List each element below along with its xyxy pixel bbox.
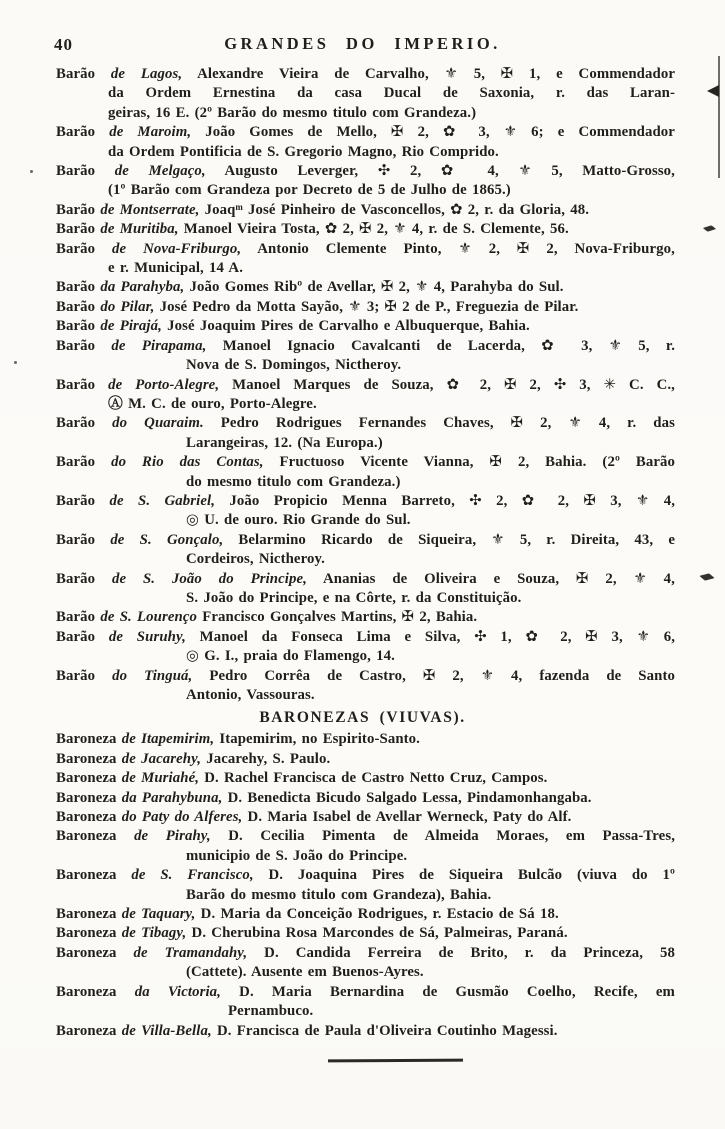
entry-title: de Muriahé, bbox=[121, 770, 200, 787]
entry-title: do Rio das Contas, bbox=[111, 454, 264, 471]
entry-text: Francisco Gonçalves Martins, ✠ 2, Bahia. bbox=[197, 609, 478, 626]
scan-artifact-vertical-line bbox=[718, 56, 720, 178]
entry-title: de Tibagy, bbox=[121, 925, 187, 942]
entry bbox=[56, 808, 675, 827]
entry-text: José Joaquim Pires de Carvalho e Albuquerque, Bahia. bbox=[161, 318, 530, 335]
entry-title: de Jacarehy, bbox=[121, 750, 202, 767]
entry bbox=[56, 983, 675, 1022]
entry-title: de Montserrate, bbox=[100, 201, 200, 218]
entry bbox=[56, 750, 675, 769]
entry-leader: Baroneza bbox=[56, 828, 135, 845]
entry bbox=[56, 789, 675, 808]
entry-title: de Lagos, bbox=[110, 66, 183, 82]
entry-leader: Baroneza bbox=[56, 983, 135, 1000]
entry-text: Itapemirim, no Espirito-Santo. bbox=[214, 731, 420, 748]
entry-leader: Barão bbox=[56, 570, 112, 587]
entry-leader: Baroneza bbox=[56, 867, 132, 884]
entry-first-line bbox=[56, 162, 675, 181]
entry-first-line bbox=[56, 1022, 675, 1041]
entry-text: Antonio Clemente Pinto, ⚜ 2, ✠ 2, Nova-Friburgo, bbox=[241, 240, 675, 257]
entry-leader: Barão bbox=[56, 454, 112, 471]
entry-title: de S. Gonçalo, bbox=[110, 531, 224, 548]
entry-title: de Taquary, bbox=[121, 906, 196, 923]
entry bbox=[56, 492, 675, 531]
entry bbox=[56, 730, 675, 749]
entry-leader: Barão bbox=[56, 124, 110, 141]
entry-text: José Pedro da Motta Sayão, ⚜ 3; ✠ 2 de P., Freguezia de Pilar. bbox=[154, 298, 579, 315]
entry-text: Augusto Leverger, ✣ 2, ✿ 4, ⚜ 5, Matto-Grosso, bbox=[205, 163, 675, 180]
entry-first-line bbox=[56, 317, 675, 336]
entry bbox=[56, 570, 675, 609]
entry-leader: Baroneza bbox=[56, 770, 122, 787]
entry-continuation-line: da Ordem Pontificia de S. Gregorio Magno, Rio Comprido. bbox=[108, 143, 499, 160]
entry-text: João Propicio Menna Barreto, ✣ 2, ✿ 2, ✠ 3, ⚜ 4, bbox=[215, 492, 675, 509]
end-of-section-rule bbox=[328, 1059, 463, 1062]
scan-artifact-speck bbox=[30, 170, 33, 173]
entry bbox=[56, 162, 675, 201]
entry-first-line bbox=[56, 730, 675, 749]
entry-leader: Barão bbox=[56, 279, 101, 296]
entry-continuation-line: (1º Barão com Grandeza por Decreto de 5 de Julho de 1865.) bbox=[108, 182, 511, 199]
entry-continuation-line: Antonio, Vassouras. bbox=[186, 687, 315, 703]
entry-first-line bbox=[56, 65, 675, 84]
entry-first-line bbox=[56, 278, 675, 297]
entry-leader: Barão bbox=[56, 201, 101, 218]
entry bbox=[56, 1022, 675, 1041]
entry-first-line bbox=[56, 414, 675, 433]
entry bbox=[56, 298, 675, 317]
entry-continuation-line: e r. Municipal, 14 A. bbox=[108, 260, 243, 277]
entry bbox=[56, 628, 675, 667]
entry bbox=[56, 531, 675, 570]
entry-continuation-line: ◎ G. I., praia do Flamengo, 14. bbox=[186, 648, 395, 665]
entry-text: D. Benedicta Bicudo Salgado Lessa, Pindamonhangaba. bbox=[222, 789, 592, 806]
barons-section bbox=[0, 65, 725, 705]
entry-leader: Barão bbox=[56, 318, 101, 335]
entry bbox=[56, 278, 675, 297]
entry-text: D. Maria da Conceição Rodrigues, r. Estacio de Sá 18. bbox=[195, 906, 559, 923]
entry-leader: Barão bbox=[56, 492, 110, 509]
entry-first-line bbox=[56, 298, 675, 317]
entry bbox=[56, 414, 675, 453]
entry-text: João Gomes de Mello, ✠ 2, ✿ 3, ⚜ 6; e Commendador bbox=[191, 124, 675, 141]
entry-leader: Barão bbox=[56, 376, 109, 393]
entry-text: D. Francisca de Paula d'Oliveira Coutinho Magessi. bbox=[211, 1022, 558, 1039]
entry-text: Pedro Corrêa de Castro, ✠ 2, ⚜ 4, fazenda de Santo bbox=[192, 667, 675, 684]
entry-first-line bbox=[56, 608, 675, 627]
entry-continuation-line: Ⓐ M. C. de ouro, Porto-Alegre. bbox=[108, 395, 317, 412]
entry-continuation-line: geiras, 16 E. (2º Barão do mesmo titulo com Grandeza.) bbox=[108, 104, 477, 121]
entry-first-line bbox=[56, 944, 675, 963]
entry bbox=[56, 220, 675, 239]
baronezas-section bbox=[0, 730, 725, 1041]
entry-first-line bbox=[56, 667, 675, 686]
entry-text: Belarmino Ricardo de Siqueira, ⚜ 5, r. Direita, 43, e bbox=[223, 531, 675, 548]
entry-continuation-line: municipio de S. João do Principe. bbox=[186, 847, 408, 864]
entry-first-line bbox=[56, 376, 675, 395]
entry-leader: Baroneza bbox=[56, 731, 122, 748]
running-title: GRANDES DO IMPERIO. bbox=[224, 34, 501, 53]
entry-text: Manoel Ignacio Cavalcanti de Lacerda, ✿ 3, ⚜ 5, r. bbox=[206, 337, 675, 354]
entry-leader: Baroneza bbox=[56, 809, 122, 826]
entry-first-line bbox=[56, 769, 675, 788]
entry-title: de Pirapama, bbox=[111, 337, 207, 354]
entry-first-line bbox=[56, 220, 675, 239]
entry-title: do Tinguá, bbox=[112, 667, 193, 684]
entry-leader: Barão bbox=[56, 66, 111, 82]
entry-leader: Baroneza bbox=[56, 750, 122, 767]
entry-first-line bbox=[56, 453, 675, 472]
entry-title: de Villa-Bella, bbox=[121, 1022, 212, 1039]
entry-continuation-line: Larangeiras, 12. (Na Europa.) bbox=[186, 434, 383, 451]
entry-text: D. Maria Bernardina de Gusmão Coelho, Recife, em bbox=[220, 983, 675, 1000]
entry-leader: Barão bbox=[56, 628, 109, 645]
entry-title: de S. Lourenço bbox=[100, 609, 198, 626]
entry bbox=[56, 608, 675, 627]
running-head bbox=[0, 34, 725, 56]
entry bbox=[56, 827, 675, 866]
entry-continuation-line: Pernambuco. bbox=[228, 1003, 314, 1020]
entry-first-line bbox=[56, 628, 675, 647]
entry-text: Manoel Vieira Tosta, ✿ 2, ✠ 2, ⚜ 4, r. de S. Clemente, 56. bbox=[178, 221, 569, 238]
entry-leader: Baroneza bbox=[56, 1022, 122, 1039]
entry-title: de S. João do Principe, bbox=[111, 570, 307, 587]
entry-text: Jacarehy, S. Paulo. bbox=[201, 750, 331, 767]
entry-title: de Porto-Alegre, bbox=[108, 376, 220, 393]
entry bbox=[56, 866, 675, 905]
entry-text: Joaqᵐ José Pinheiro de Vasconcellos, ✿ 2, r. da Gloria, 48. bbox=[199, 201, 590, 218]
entry-first-line bbox=[56, 201, 675, 220]
entry bbox=[56, 905, 675, 924]
entry-title: de S. Gabriel, bbox=[109, 492, 216, 509]
entry-first-line bbox=[56, 750, 675, 769]
entry-leader: Barão bbox=[56, 337, 112, 354]
entry-first-line bbox=[56, 827, 675, 846]
entry-title: da Victoria, bbox=[134, 983, 221, 1000]
entry bbox=[56, 240, 675, 279]
entry-continuation-line: Barão do mesmo titulo com Grandeza), Bahia. bbox=[186, 886, 492, 903]
entry-text: D. Cecilia Pimenta de Almeida Moraes, em Passa-Tres, bbox=[210, 828, 675, 845]
entry-title: de Suruhy, bbox=[108, 628, 186, 645]
entry-continuation-line: ◎ U. de ouro. Rio Grande do Sul. bbox=[186, 512, 411, 529]
entry-continuation-line: Cordeiros, Nictheroy. bbox=[186, 551, 325, 568]
entry-title: de Melgaço, bbox=[114, 163, 206, 180]
entry-first-line bbox=[56, 570, 675, 589]
entry-first-line bbox=[56, 531, 675, 550]
entry bbox=[56, 924, 675, 943]
entry-continuation-line: S. João do Principe, e na Côrte, r. da Constituição. bbox=[186, 589, 522, 606]
entry bbox=[56, 317, 675, 336]
page-number: 40 bbox=[54, 35, 73, 54]
entry-first-line bbox=[56, 905, 675, 924]
entry-leader: Barão bbox=[56, 609, 101, 626]
entry-title: de Pirajá, bbox=[100, 318, 162, 335]
entry-first-line bbox=[56, 123, 675, 142]
entry-text: Fructuoso Vicente Vianna, ✠ 2, Bahia. (2º Barão bbox=[263, 454, 675, 471]
entry bbox=[56, 65, 675, 123]
entry-text: Ananias de Oliveira e Souza, ✠ 2, ⚜ 4, bbox=[306, 570, 675, 587]
scan-artifact-speck bbox=[14, 361, 17, 364]
entry-continuation-line: do mesmo titulo com Grandeza.) bbox=[186, 473, 401, 490]
entry-leader: Baroneza bbox=[56, 906, 122, 923]
entry bbox=[56, 769, 675, 788]
entry-leader: Barão bbox=[56, 298, 101, 315]
entry-title: de S. Francisco, bbox=[131, 867, 254, 884]
entry-leader: Barão bbox=[56, 221, 101, 238]
entry-leader: Barão bbox=[56, 415, 113, 432]
entry-leader: Barão bbox=[56, 163, 115, 180]
entry-title: de Pirahy, bbox=[134, 828, 211, 845]
entry-leader: Barão bbox=[56, 531, 111, 548]
entry-text: D. Joaquina Pires de Siqueira Bulcão (viuva do 1º bbox=[253, 867, 675, 884]
entry bbox=[56, 123, 675, 162]
entry-leader: Barão bbox=[56, 667, 113, 684]
entry-first-line bbox=[56, 789, 675, 808]
entry-text: João Gomes Ribº de Avellar, ✠ 2, ⚜ 4, Parahyba do Sul. bbox=[184, 279, 564, 296]
entry bbox=[56, 337, 675, 376]
entry-text: Pedro Rodrigues Fernandes Chaves, ✠ 2, ⚜ 4, r. das bbox=[203, 415, 675, 432]
entry-first-line bbox=[56, 337, 675, 356]
entry-leader: Baroneza bbox=[56, 944, 134, 961]
entry-continuation-line: Nova de S. Domingos, Nictheroy. bbox=[186, 357, 402, 374]
entry-first-line bbox=[56, 866, 675, 885]
entry bbox=[56, 944, 675, 983]
entry-title: da Parahyba, bbox=[100, 279, 185, 296]
entry-text: D. Maria Isabel de Avellar Werneck, Paty do Alf. bbox=[242, 809, 572, 826]
entry-continuation-line: da Ordem Ernestina da casa Ducal de Saxonia, r. das Laran- bbox=[108, 85, 675, 102]
entry-title: de Itapemirim, bbox=[121, 731, 215, 748]
entry-text: Manoel da Fonseca Lima e Silva, ✣ 1, ✿ 2, ✠ 3, ⚜ 6, bbox=[185, 628, 675, 645]
entry-text: D. Candida Ferreira de Brito, r. da Princeza, 58 bbox=[247, 944, 675, 961]
entry bbox=[56, 201, 675, 220]
entry-first-line bbox=[56, 240, 675, 259]
entry-first-line bbox=[56, 808, 675, 827]
entry bbox=[56, 667, 675, 706]
entry-first-line bbox=[56, 924, 675, 943]
entry-title: de Nova-Friburgo, bbox=[112, 240, 242, 257]
entry-continuation-line: (Cattete). Ausente em Buenos-Ayres. bbox=[186, 964, 424, 981]
scan-artifact-arrow-mark bbox=[707, 85, 719, 97]
entry-text: D. Cherubina Rosa Marcondes de Sá, Palmeiras, Paraná. bbox=[186, 925, 568, 942]
entry-text: D. Rachel Francisca de Castro Netto Cruz, Campos. bbox=[199, 770, 548, 787]
baronezas-heading: BARONEZAS (VIUVAS). bbox=[259, 709, 466, 727]
entry-title: de Maroim, bbox=[109, 124, 192, 141]
entry-title: do Paty do Alferes, bbox=[121, 809, 243, 826]
entry-first-line bbox=[56, 492, 675, 511]
entry-title: do Pilar, bbox=[100, 298, 155, 315]
entry-text: Alexandre Vieira de Carvalho, ⚜ 5, ✠ 1, e Commendador bbox=[182, 66, 675, 82]
entry-first-line bbox=[56, 983, 675, 1002]
entry-title: de Tramandahy, bbox=[133, 944, 248, 961]
entry bbox=[56, 453, 675, 492]
entry-leader: Baroneza bbox=[56, 925, 122, 942]
entry-title: da Parahybuna, bbox=[121, 789, 223, 806]
entry-leader: Barão bbox=[56, 240, 113, 257]
entry-title: do Quaraim. bbox=[112, 415, 204, 432]
entry bbox=[56, 376, 675, 415]
entry-text: Manoel Marques de Souza, ✿ 2, ✠ 2, ✣ 3, ✳ C. C., bbox=[219, 376, 675, 393]
entry-title: de Muritiba, bbox=[100, 221, 179, 238]
entry-leader: Baroneza bbox=[56, 789, 122, 806]
